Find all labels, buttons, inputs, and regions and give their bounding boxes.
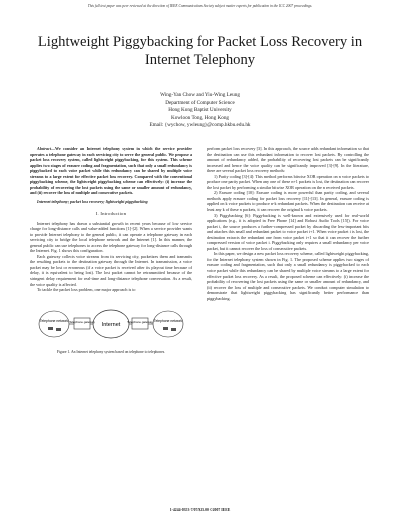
abstract-label: Abstract: [37, 146, 51, 151]
right-paragraph-1: perform packet loss recovery [3]. In this approach, the source adds redundant information so that the destination can use this redundant information to recover lost packets. By controlling the amount of redundancy added, the probability of recovering lost packets can be significantly increased and hence the voice quality can be significantly improved [3]-[9]. In the literature, there are several packet loss recovery methods:: [207, 146, 369, 174]
author-univ: Hong Kong Baptist University: [168, 107, 232, 114]
right-phone-network-icon: [153, 311, 183, 337]
method-erasure-coding: 2) Erasure coding [10]: Erasure coding is more powerful than parity coding, and several methods apply erasure coding for packet loss recovery [11]-[13]. In general, erasure coding is applied on k voice packets to produce n-k redundant packets. When the destination can receive at least any k of these n packets, it can recover the original k voice packets.: [207, 190, 369, 213]
left-phone-network-icon: [39, 311, 69, 337]
figure-diagram: [36, 297, 186, 347]
keywords: Internet telephony; packet loss recovery; lightweight piggybacking: [37, 198, 148, 204]
intro-paragraph-1: Internet telephony has drawn a substantial growth in recent years because of low service charge for long-distance calls and value-added functions [1]-[2]. When a service provider wants to provide Internet telephony to the general public, it can operate a telephone gateway in each servicing city to bridge the local telephone network and the Internet [1]. In this manner, the general public can use telephones to access the telephone gateway for long-distance calls through the Internet. Fig. 1 shows this configuration.: [30, 220, 192, 254]
paper-title: Lightweight Piggybacking for Packet Loss Recovery in Internet Telephony: [37, 34, 363, 68]
author-names: Wing-Yan Chow and Yiu-Wing Leung: [160, 92, 240, 98]
intro-paragraph-2: Each gateway collects voice streams from its servicing city, packetizes them and transmits the resulting packets to the destination gateway through the Internet. In transmission, a voice packet may be lost or erroneous (if a voice packet is received after its playout time because of delay, it is equivalent to being lost). The lost packet cannot be retransmitted because of the stringent delay requirement for real-time and long-distance telephone conversation. As a result, the voice quality is affected.: [30, 253, 192, 287]
section-heading-introduction: I. Introduction: [95, 211, 127, 216]
method-parity-coding: 1) Parity coding [3]-[4]: This method performs bitwise XOR operation on n voice packets to produce one parity packet. When any one of these n+1 packets is lost, the destination can recover the lost packet by performing a similar bitwise XOR operation on the n received packets.: [207, 173, 369, 190]
author-email: Email: {wychow, ywleung}@comp.hkbu.edu.hk: [149, 122, 251, 129]
author-block: [80, 92, 320, 130]
phone-icon: [163, 327, 168, 330]
left-column: [30, 146, 192, 353]
left-phone-network-label: Telephone network: [39, 318, 69, 323]
abstract: [30, 146, 192, 196]
figure-1: [36, 297, 186, 353]
phone-icon: [56, 328, 61, 331]
figure-caption: Figure 1. An Internet telephony system based on telephone to telephones.: [56, 350, 166, 355]
right-gateway-label: Telephone gateway: [127, 319, 153, 324]
footer-copyright: 1-4244-0353-7/07/$25.00 ©2007 IEEE: [169, 508, 231, 512]
phone-icon: [48, 327, 53, 330]
intro-paragraph-3: To tackle the packet loss problem, one major approach is to: [37, 287, 136, 293]
author-dept: Department of Computer Science: [165, 99, 235, 106]
author-city: Kowloon Tong, Hong Kong: [170, 114, 230, 121]
header-note: This full text paper was peer reviewed at the direction of IEEE Communications Society subject matter experts for publication in the ICC 2007 proceedings.: [87, 4, 313, 8]
right-column: [207, 146, 369, 301]
method-piggybacking: 3) Piggybacking [6]: Piggybacking is well-known and extensively used for real-world applications (e.g., it is adopted in Free Phone [14] and Robust Audio Tools [15]). For voice packet i, the source produces a further-compressed packet by discarding the less-important bits and attaches this small and redundant packet to voice packet i+1. When voice packet i is lost, the destination extracts the redundant one from voice packet i+1 so that it can recover the further compressed version of voice packet i. Piggybacking only requires a small redundancy per voice packet, but it cannot recover the loss of consecutive packets.: [207, 212, 369, 251]
abstract-text: —We consider an Internet telephony system in which the service provider operates a telephone gateway in each servicing city to serve the general public. We propose a packet loss recovery system, called lightweight piggybacking, for this system. This scheme applies two stages of erasure coding and fragmentation, such that only a small redundancy is piggybacked to each voice packet while this redundancy can be shared by multiple voice streams to a large extent for effective packet loss recovery. Compared with the conventional piggybacking scheme, the lightweight piggybacking scheme can effectively: (i) increase the probability of recovering the lost packets using the same or smaller amount of redundancy, and (ii) recover the loss of multiple and consecutive packets.: [30, 146, 192, 195]
left-gateway-label: Telephone gateway: [69, 319, 95, 324]
right-phone-network-label: Telephone network: [153, 318, 183, 323]
internet-label: Internet: [101, 321, 121, 328]
right-paragraph-proposal: In this paper, we design a new packet loss recovery scheme, called lightweight piggybacking, for the Internet telephony system shown in Fig. 1. The proposed scheme applies two stages of erasure coding and fragmentation, such that only a small redundancy is piggybacked to each voice packet while this redundancy can be shared by multiple voice streams to a large extent for effective packet loss recovery. As a result, the proposed scheme can effectively: (i) increase the probability of recovering the lost packets using the same or smaller amount of redundancy, and (ii) recover the loss of multiple and consecutive packets. We conduct computer simulation to demonstrate that lightweight piggybacking has significantly better performance than piggybacking.: [207, 251, 369, 301]
phone-icon: [171, 328, 176, 331]
